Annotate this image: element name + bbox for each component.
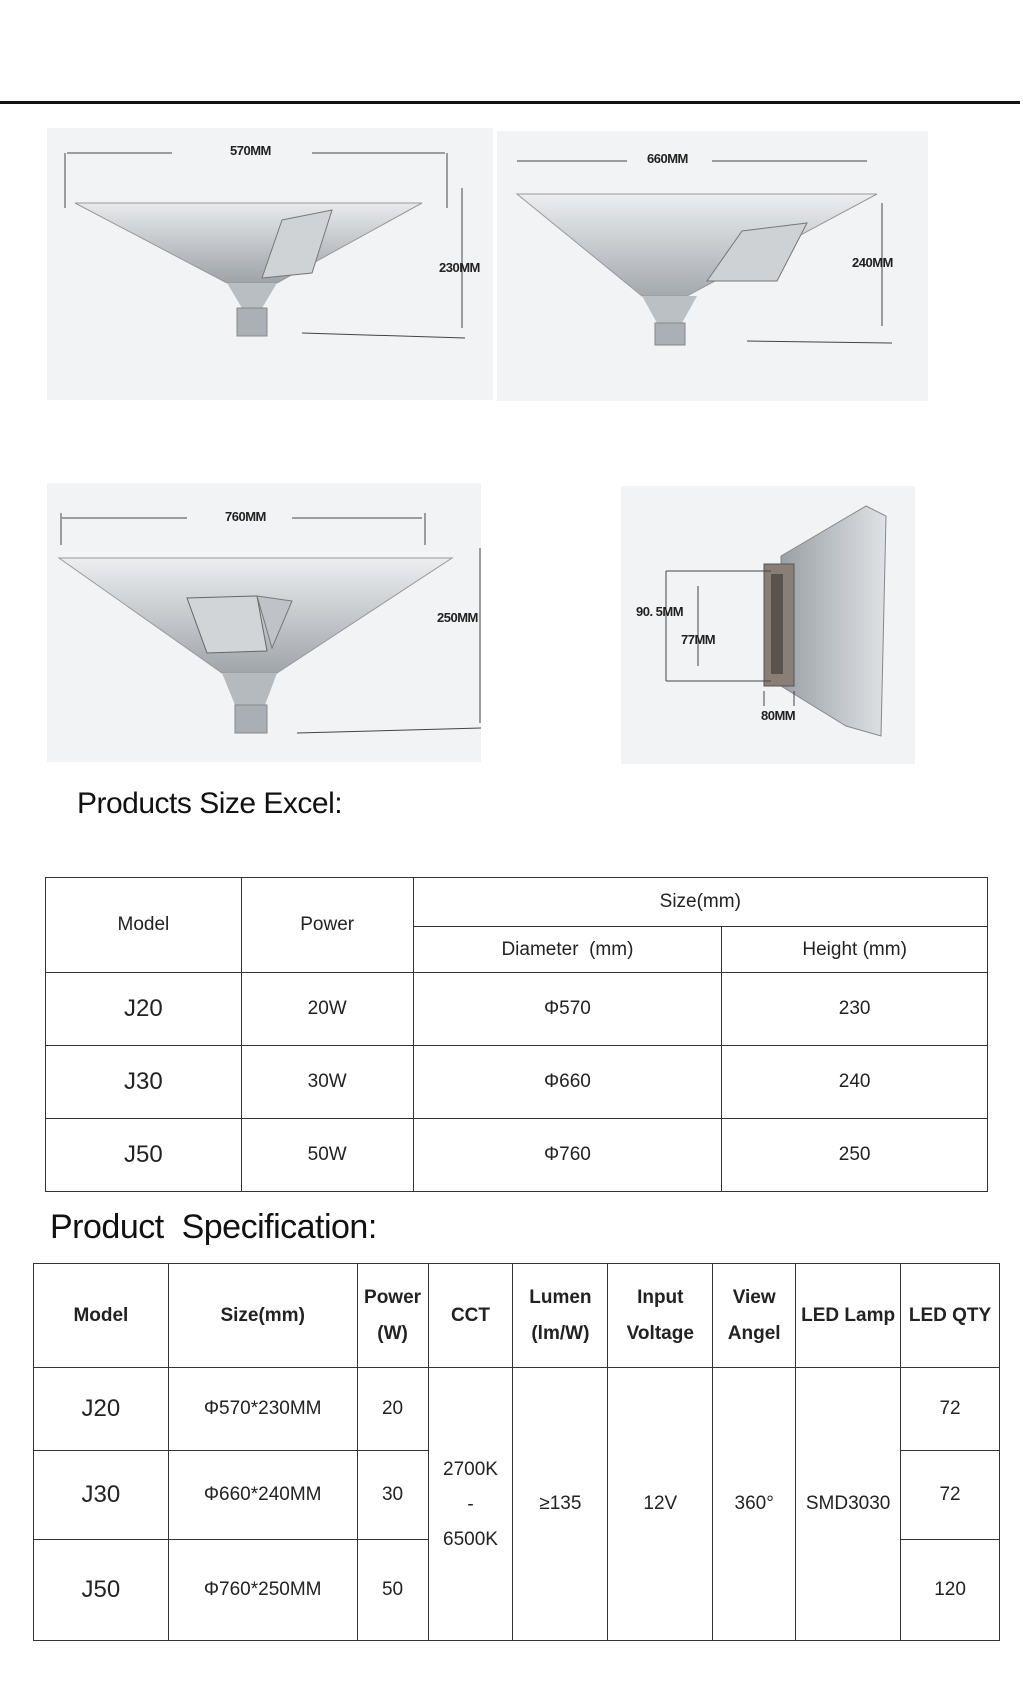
cct-dash: - bbox=[467, 1493, 474, 1515]
height-cell: 240 bbox=[722, 1046, 988, 1119]
header-view-line1: View bbox=[732, 1286, 776, 1308]
outer-diameter-label: 90. 5MM bbox=[636, 604, 684, 619]
header-input-line1: Input bbox=[637, 1286, 684, 1308]
header-size: Size(mm) bbox=[168, 1264, 357, 1368]
product-photo-j30 bbox=[497, 131, 928, 401]
model-cell: J20 bbox=[46, 973, 242, 1046]
header-input-voltage bbox=[608, 1264, 713, 1368]
power-cell: 50W bbox=[241, 1119, 413, 1192]
header-model: Model bbox=[46, 878, 242, 973]
spec-table bbox=[33, 1263, 1000, 1641]
header-input-line2: Voltage bbox=[626, 1322, 694, 1344]
header-cct: CCT bbox=[428, 1264, 513, 1368]
height-label: 250MM bbox=[437, 610, 478, 625]
product-photo-j20 bbox=[47, 128, 493, 400]
depth-label: 80MM bbox=[761, 708, 796, 723]
model-cell: J30 bbox=[46, 1046, 242, 1119]
diameter-cell: Φ570 bbox=[413, 973, 722, 1046]
width-label: 570MM bbox=[230, 143, 271, 158]
header-view-line2: Angel bbox=[727, 1322, 781, 1344]
cct-low: 2700K bbox=[443, 1458, 498, 1480]
angle-cell: 360° bbox=[713, 1368, 796, 1641]
power-cell: 50 bbox=[357, 1540, 428, 1641]
header-power-line2: (W) bbox=[377, 1322, 408, 1344]
table-row bbox=[46, 973, 988, 1046]
power-cell: 20W bbox=[241, 973, 413, 1046]
header-power: Power bbox=[241, 878, 413, 973]
header-led-qty: LED QTY bbox=[901, 1264, 1000, 1368]
table-row bbox=[46, 1046, 988, 1119]
header-diameter: Diameter (mm) bbox=[413, 927, 722, 973]
diameter-cell: Φ660 bbox=[413, 1046, 722, 1119]
header-size: Size(mm) bbox=[413, 878, 987, 927]
size-cell: Φ570*230MM bbox=[168, 1368, 357, 1451]
size-cell: Φ660*240MM bbox=[168, 1451, 357, 1540]
cct-high: 6500K bbox=[443, 1528, 498, 1550]
size-section-title: Products Size Excel: bbox=[77, 787, 343, 820]
header-height: Height (mm) bbox=[722, 927, 988, 973]
led-qty-cell: 72 bbox=[901, 1451, 1000, 1540]
header-model: Model bbox=[34, 1264, 169, 1368]
size-table bbox=[45, 877, 988, 1192]
product-photo-fitting bbox=[621, 486, 915, 764]
header-lumen bbox=[513, 1264, 608, 1368]
width-label: 760MM bbox=[225, 509, 266, 524]
size-cell: Φ760*250MM bbox=[168, 1540, 357, 1641]
header-lumen-line2: (lm/W) bbox=[531, 1322, 590, 1344]
header-power bbox=[357, 1264, 428, 1368]
model-cell: J20 bbox=[34, 1368, 169, 1451]
lumen-cell: ≥135 bbox=[513, 1368, 608, 1641]
height-cell: 230 bbox=[722, 973, 988, 1046]
header-rule bbox=[0, 101, 1020, 104]
model-cell: J30 bbox=[34, 1451, 169, 1540]
led-qty-cell: 72 bbox=[901, 1368, 1000, 1451]
cct-cell bbox=[428, 1368, 513, 1641]
power-cell: 20 bbox=[357, 1368, 428, 1451]
header-led-lamp: LED Lamp bbox=[796, 1264, 901, 1368]
diameter-cell: Φ760 bbox=[413, 1119, 722, 1192]
header-power-line1: Power bbox=[364, 1286, 422, 1308]
table-row bbox=[34, 1368, 1000, 1451]
height-cell: 250 bbox=[722, 1119, 988, 1192]
header-view-angle bbox=[713, 1264, 796, 1368]
voltage-cell: 12V bbox=[608, 1368, 713, 1641]
width-label: 660MM bbox=[647, 151, 688, 166]
model-cell: J50 bbox=[46, 1119, 242, 1192]
header-lumen-line1: Lumen bbox=[529, 1286, 592, 1308]
model-cell: J50 bbox=[34, 1540, 169, 1641]
product-photo-j50 bbox=[47, 483, 481, 762]
table-row bbox=[46, 1119, 988, 1192]
led-qty-cell: 120 bbox=[901, 1540, 1000, 1641]
height-label: 240MM bbox=[852, 255, 893, 270]
power-cell: 30 bbox=[357, 1451, 428, 1540]
spec-section-title: Product Specification: bbox=[50, 1208, 377, 1246]
led-lamp-cell: SMD3030 bbox=[796, 1368, 901, 1641]
height-label: 230MM bbox=[439, 260, 480, 275]
power-cell: 30W bbox=[241, 1046, 413, 1119]
inner-diameter-label: 77MM bbox=[681, 632, 716, 647]
